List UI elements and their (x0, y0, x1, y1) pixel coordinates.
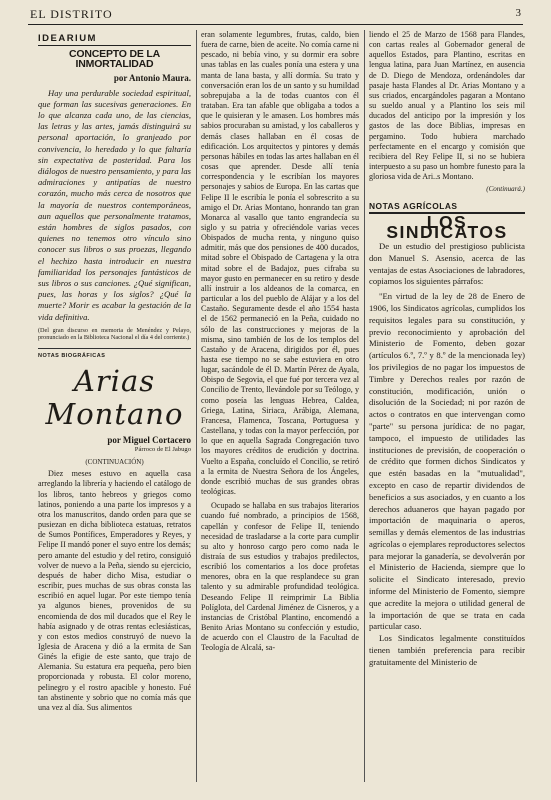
article-note: (Del gran discurso en memoria de Menéndez y Pelayo, pronunciado en la Biblioteca Nacional el día 4 del corriente.) (38, 326, 191, 342)
column-3 (369, 30, 525, 669)
paragraph: Ocupado se hallaba en sus trabajos literarios cuando fué nombrado, a principios de 1568, capellán y confesor de Felipe II, teniendo necesidad de trasladarse a la corte para cumplir su alto y honroso cargo pero como nada le distraía de sus estudios y trabajos predilectos, escribió los comentarios a los doce profetas menores, obra en la que resplandece su gran talento y su admirable profundidad teológica. Deseando Felipe II reimprimir La Biblia Políglota, del Cardenal Jiménez de Cisneros, y a instancias de Cristóbal Plantino, encomendó a Benito Arias Montano su confección y estudio, de acuerdo con el Claustro de la Facultad de Teología de Alcalá, sa- (201, 501, 359, 653)
paragraph: Los Sindicatos legalmente constituídos tienen también preferencia para recibir gratuitamente del Ministerio de (369, 633, 525, 667)
column-divider (196, 30, 197, 782)
article-title: CONCEPTO DE LA INMORTALIDAD (69, 48, 160, 71)
column-2 (201, 30, 359, 654)
paragraph: liendo el 25 de Marzo de 1568 para Flandes, con cartas reales al Gobernador general de aquellos Estados, para Plantino, escritas en lengua latina, para Juan Martínez, en ausencia de D. Diego de Mendoza, ordenándoles dar pasaje hasta Flandes al Dr. Arias Montano y a sus criados, encargándoles pagaran a Montano su sueldo anual y a Plantino los seis mil ducados del anticipo por la impresión y los gastos de las doce Biblias, impresas en pergamino. Todo hubiera marchado perfectamente en el encargo y comisión que recibiera del Rey Felipe II, si no se hubiera interpuesto a su paso un hombre funesto para la gloriosa vida de Ari..s Montano. (369, 30, 525, 182)
article-author: por Antonio Maura. (113, 73, 191, 84)
section-title: Arias Montano (45, 363, 184, 431)
article-body (38, 88, 191, 323)
page-number: 3 (515, 7, 521, 19)
section-author: por Miguel Cortacero (107, 434, 191, 445)
masthead: EL DISTRITO (30, 7, 113, 21)
column-1 (38, 30, 191, 713)
paragraph: eran solamente legumbres, frutas, caldo, bien fuera de carne, bien de aceite. No comía carne ni pescado, ni bebía vino, y su dormir era sobre unas tablas en las cuales ponía una estera y una manta de lana basta, y allí dormía. Su trato y conversación eran los de un santo y su humildad sobrepujaba a la de todas cuantos con él trataban. Era tan afable que obligaba a todos a que le quisieran y le amasen. Los hombres más sabios procuraban su amistad, y los caballeros y demás clases hallaban en él cosas de edificación. Los arquitectos y pintores y demás personas hábiles en todas las artes hallaban en él cosas que aprender. Desde allí tenía correspondencia y le escribían los mayores personajes y sabios de Europa. En las cartas que Felipe II le escribía le ponía el sobrescrito a su amigo el Dr. Arias Montano, honrando tan gran Monarca al vasallo que tanto engrandecía su siglo y su patria y ofreciéndole varias veces Obispados de mucha renta, y ninguno quiso admitir, más que dos pensiones de 400 ducados, mitad sobre el Obispado de Cartagena y la otra mitad sobre el de Badajoz, pues cifraba su mayor gusto en permanecer en su retiro y desde allí instruir a los aldeanos de la comarca, en particular a los del pueblo de Alájar y a los del Castaño. Seguramente desde el año 1554 hasta el de 1562 permaneció en la Peña, cuidado no sólo de las construcciones y mejoras de la misma, sino también de los de los templos del Castaño y de Aracena, dirigidos por él, pues hasta ese tiempo no se sabe estuviera en otro lugar, sacándole de él D. Martín Pérez de Ayala, Obispo de Segovia, el que fué por tercera vez al Concilio de Trento, llevándole por su Teólogo, y como poseía las lenguas Hebrea, Caldea, Griega, Latina, Siriaca, Arábiga, Alemana, Francesa, Flamenca, Toscana, Portuguesa y Castellana, y todas con la mayor perfección, por lo que en aquella Sagrada Congregación tuvo los mayores créditos de erudición y doctrina. Vuelto a España, concluído el Concilio, se retiró a la ermita de Nuestra Señora de los Ángeles, donde escribió muchas de sus grandes obras teológicas. (201, 30, 359, 497)
paragraph: Hay una perdurable sociedad espiritual, que forman las sucesivas generaciones. En lo que alcanza cada uno, de las ciencias, las letras y las artes, jamás distinguirá su personal aportación, lo granjeado por convivencia, lo heredado y lo que faltaría sin expectativa de posteridad. Para los diálogos de nuestro pensamiento, y para las admiraciones y antipatías de nuestro corazón, mucho más cerca de nosotros que la mayoría de nuestros contemporáneos, aun aquellos que personalmente tratamos, están hombres de siglos pasados, con quienes no tenemos otro vínculo sino conocer sus libros o sus proezas, llegando el hechizo hasta introducir en nuestra familiaridad los personajes fantásticos de sus libros o sus canciones. ¿Qué significan, pues, las horas y los siglos? ¿Qué la muerte? Morir es acabar la gestación de la vida definitiva. (38, 87, 191, 322)
section-kicker: NOTAS BIOGRÁFICAS (38, 352, 106, 359)
paragraph: Diez meses estuvo en aquella casa arreglando la librería y haciendo el catálogo de los libros, tanto hebreos y griegos como latinos, poniendo a una parte los impresos y a otra los manuscritos, dando orden para que se pusiezan en dicha biblioteca estatuas, retratos de Sumos Pontífices, Emperadores y Reyes, y Felipe II mandó poner el suyo entre los demás; pero amante del estudio y del retiro, consiguió volver de nuevo a la Peña, siendo su ejercicio, después de haber dicho Misa, estudiar o escribir, pues muchas de sus obras consta las escribió en aquel lugar. Por este tiempo tenía ya algunos bienes, provenidos de su encomienda de dos mil ducados que el Rey le había asignado y de otras rentas eclesiásticas, y con estos medios construyó de nuevo la Iglesia de Aracena y dió a la ermita de San Ginés la efigie de este santo, que trajo de Alemania. Su estatura era pequeña, pero bien proporcionada y robusta. El color moreno, pelinegro y el rostro apacible y honesto. Fué tan abstinente y sobrio que no comía más que una vez al día. Sus alimentos (38, 469, 191, 712)
section-kicker: NOTAS AGRÍCOLAS (369, 200, 458, 211)
section-body (369, 241, 525, 669)
section-title: LOS SINDICATOS (386, 211, 508, 242)
continued-label: (Continuará.) (486, 185, 525, 194)
header-rule (28, 24, 523, 25)
section-separator (38, 348, 191, 349)
section-author-role: Párroco de El Jabugo (134, 446, 191, 454)
kicker-rule (38, 45, 191, 46)
column-divider (364, 30, 365, 782)
continuation-label: (CONTINUACIÓN) (85, 458, 144, 467)
section-kicker: IDEARIUM (38, 33, 97, 44)
paragraph: "En virtud de la ley de 28 de Enero de 1906, los Sindicatos agrícolas, cumplidos los requisitos legales para su constitución, y previo reconocimiento y aprobación del Ministerio de Fomento, deben gozar (artículos 6.º, 7.º y 8.º de la mencionada ley) los privilegios de no pagar los impuestos de Timbre y Derechos reales por razón de constitución, modificación, unión o disolución de la Sociedad; ni por razón de actos o contratos en que intervengan como "parte" su persona jurídica: de no pagar, tampoco, el impuesto de utilidades las instituciones de previsión, de cooperación o de crédito que formen dichos Sindicatos y que estén basadas en la "mutualidad", excepto en caso de repartir dividendos de beneficios a sus asociados, y en cuanto a los derechos aduaneros que hayan pagado por importación de maquinaria o aperos, semillas y demás elementos de las industrias agrícolas o ejemplares reproductores selectos para mejorar la ganadería, se devolverán por el Ministerio de Hacienda, siempre que lo solicite el Sindicato interesado, previo informe del Ministerio de Fomento, siempre que acredite la mejora o utilidad general de la importación de que se trata en cada particular caso. (369, 291, 525, 632)
paragraph: De un estudio del prestigioso publicista don Manuel S. Asensio, acerca de las ventajas de estas Asociaciones de labradores, copiamos los siguientes párrafos: (369, 240, 525, 287)
